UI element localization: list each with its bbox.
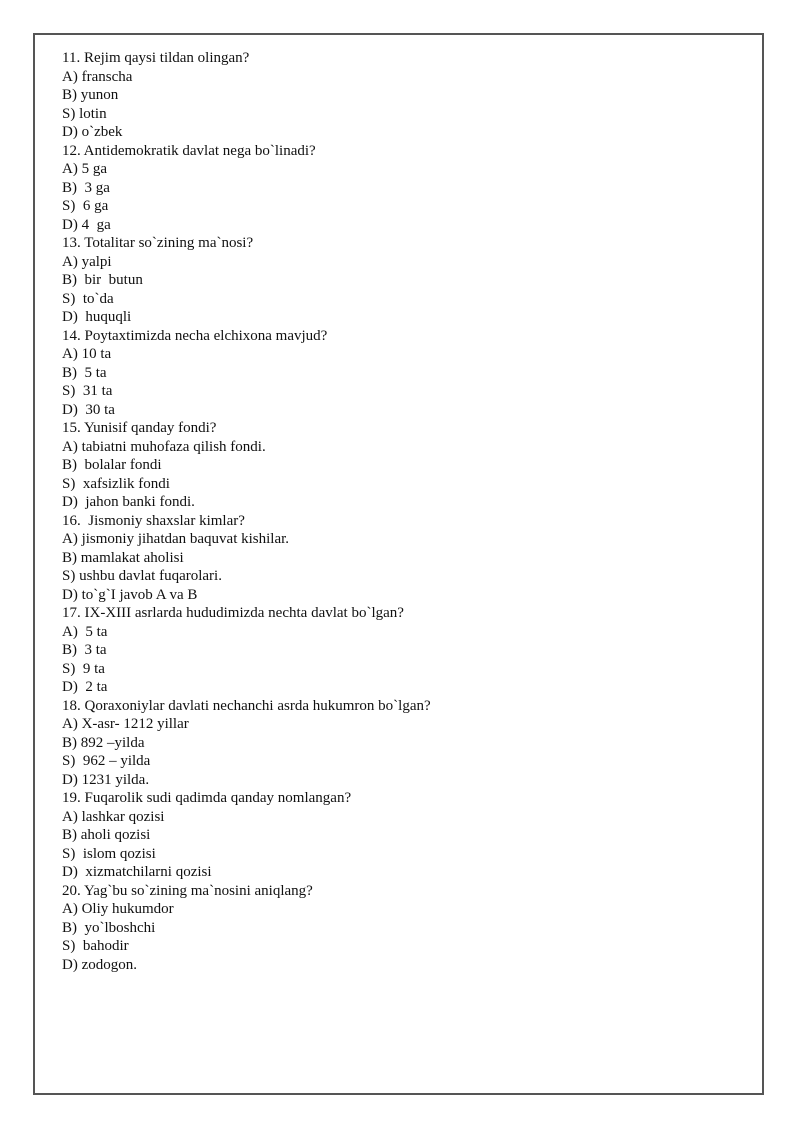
answer-option: B) bir butun bbox=[62, 272, 143, 288]
question-text: 13. Totalitar so`zining ma`nosi? bbox=[62, 235, 254, 251]
answer-option: B) yunon bbox=[62, 87, 119, 103]
answer-option: A) tabiatni muhofaza qilish fondi. bbox=[62, 438, 266, 455]
question-block bbox=[62, 419, 431, 512]
answer-option: B) 3 ga bbox=[62, 179, 110, 196]
question-block bbox=[62, 234, 431, 327]
answer-option: D) 30 ta bbox=[62, 401, 115, 418]
answer-option: S) islom qozisi bbox=[62, 845, 156, 862]
question-text: 11. Rejim qaysi tildan olingan? bbox=[62, 50, 250, 66]
answer-option: D) xizmatchilarni qozisi bbox=[62, 864, 212, 880]
answer-option: B) bolalar fondi bbox=[62, 457, 162, 473]
question-text: 20. Yag`bu so`zining ma`nosini aniqlang? bbox=[62, 882, 313, 899]
answer-option: A) lashkar qozisi bbox=[62, 808, 165, 825]
answer-option: D) jahon banki fondi. bbox=[62, 494, 195, 510]
answer-option: D) 1231 yilda. bbox=[62, 771, 150, 788]
answer-option: D) to`g`I javob A va B bbox=[62, 586, 198, 603]
answer-option: S) 6 ga bbox=[62, 198, 109, 214]
answer-option: S) 962 – yilda bbox=[62, 753, 151, 769]
question-block bbox=[62, 327, 431, 420]
question-list bbox=[62, 49, 431, 974]
question-text: 12. Antidemokratik davlat nega bo`linadi? bbox=[62, 142, 316, 159]
answer-option: S) xafsizlik fondi bbox=[62, 475, 170, 492]
answer-option: B) 5 ta bbox=[62, 364, 107, 381]
question-text: 14. Poytaxtimizda necha elchixona mavjud? bbox=[62, 327, 328, 344]
answer-option: A) 5 ga bbox=[62, 161, 107, 177]
question-text: 16. Jismoniy shaxslar kimlar? bbox=[62, 512, 245, 529]
question-block bbox=[62, 882, 431, 975]
answer-option: D) huquqli bbox=[62, 309, 132, 325]
question-text: 17. IX-XIII asrlarda hududimizda nechta davlat bo`lgan? bbox=[62, 605, 404, 621]
answer-option: B) yo`lboshchi bbox=[62, 919, 156, 936]
answer-option: D) o`zbek bbox=[62, 124, 123, 140]
question-block bbox=[62, 697, 431, 790]
document-page bbox=[33, 33, 764, 1095]
answer-option: D) 4 ga bbox=[62, 216, 111, 233]
question-block bbox=[62, 604, 431, 697]
answer-option: S) 31 ta bbox=[62, 383, 113, 399]
question-text: 15. Yunisif qanday fondi? bbox=[62, 420, 217, 436]
question-block bbox=[62, 512, 431, 605]
answer-option: S) lotin bbox=[62, 105, 107, 122]
question-block bbox=[62, 49, 431, 142]
answer-option: S) ushbu davlat fuqarolari. bbox=[62, 568, 222, 584]
answer-option: A) 10 ta bbox=[62, 346, 112, 362]
answer-option: D) zodogon. bbox=[62, 956, 137, 973]
answer-option: A) X-asr- 1212 yillar bbox=[62, 716, 189, 732]
answer-option: A) Oliy hukumdor bbox=[62, 901, 174, 917]
question-block bbox=[62, 789, 431, 882]
answer-option: A) jismoniy jihatdan baquvat kishilar. bbox=[62, 531, 290, 547]
answer-option: S) 9 ta bbox=[62, 660, 105, 677]
answer-option: B) mamlakat aholisi bbox=[62, 549, 184, 566]
answer-option: A) franscha bbox=[62, 68, 133, 85]
question-block bbox=[62, 142, 431, 235]
question-text: 18. Qoraxoniylar davlati nechanchi asrda hukumron bo`lgan? bbox=[62, 697, 431, 714]
answer-option: A) 5 ta bbox=[62, 623, 108, 640]
answer-option: B) 892 –yilda bbox=[62, 734, 145, 751]
answer-option: A) yalpi bbox=[62, 253, 112, 270]
question-text: 19. Fuqarolik sudi qadimda qanday nomlangan? bbox=[62, 790, 352, 806]
answer-option: D) 2 ta bbox=[62, 679, 108, 695]
answer-option: B) 3 ta bbox=[62, 642, 107, 658]
answer-option: S) bahodir bbox=[62, 938, 129, 954]
answer-option: S) to`da bbox=[62, 290, 114, 307]
answer-option: B) aholi qozisi bbox=[62, 827, 151, 843]
